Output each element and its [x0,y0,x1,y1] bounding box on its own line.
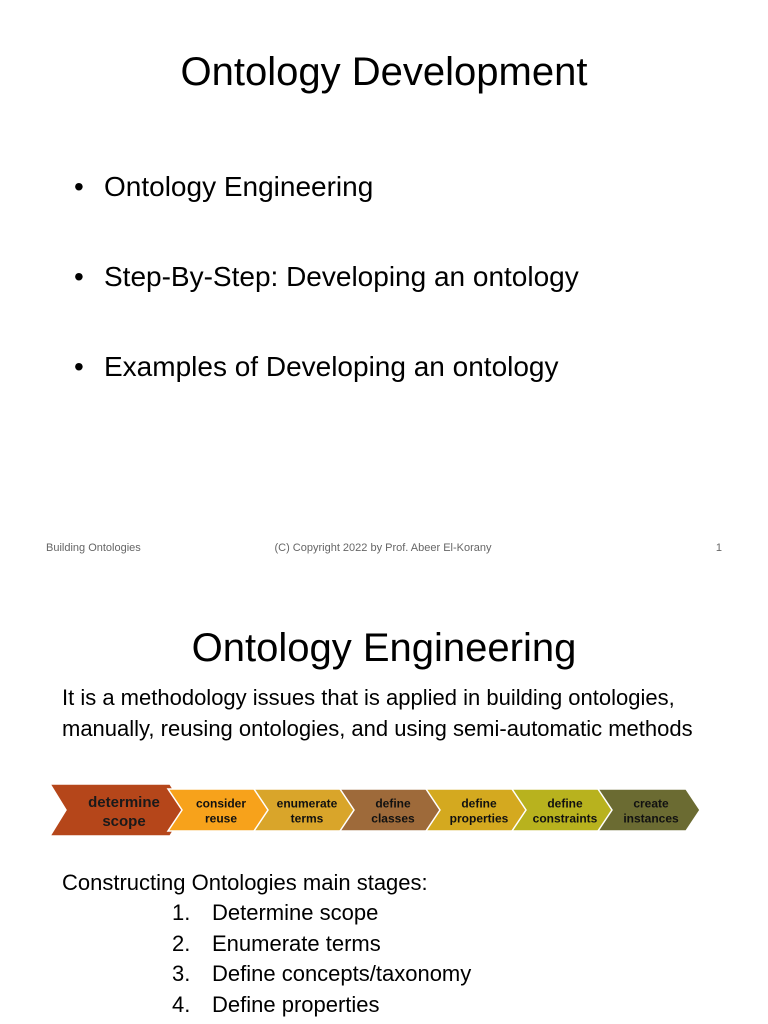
chevron-label: define [547,796,583,811]
bullet-item: • Examples of Developing an ontology [74,348,579,386]
chevron-label: scope [102,812,146,830]
chevron-label: determine [88,794,160,811]
list-item: 1. Determine scope [172,900,379,925]
bullet-item: • Step-By-Step: Developing an ontology [74,258,579,296]
bullet-item: • Ontology Engineering [74,168,579,206]
stages-heading: Constructing Ontologies main stages: [62,870,428,895]
chevron-label: reuse [204,811,238,826]
stages-list [172,898,471,1020]
footer-title: Building Ontologies [46,542,141,554]
bullet-icon: • [74,261,84,292]
bullet-list [74,168,579,438]
chevron-label: instances [623,811,679,826]
footer-page-number: 1 [715,542,722,554]
chevron-label: consider [195,796,247,811]
chevron-label: properties [449,811,509,826]
bullet-icon: • [74,351,84,382]
slide-title: Ontology Development [180,50,588,94]
slide-2 [0,576,768,1024]
chevron-label: define [461,796,497,811]
slide-title: Ontology Engineering [191,626,577,670]
chevron-label: define [375,796,411,811]
process-chevron-diagram [50,784,710,838]
list-item: 3. Define concepts/taxonomy [172,961,472,986]
list-item: 2. Enumerate terms [172,930,381,956]
chevron-label: constraints [532,811,598,826]
footer-copyright: (C) Copyright 2022 by Prof. Abeer El-Korany [274,542,492,554]
list-item: 4. Define properties [172,991,380,1017]
chevron-label: create [633,796,669,811]
chevron-label: terms [290,811,324,826]
intro-text: It is a methodology issues that is applied in building ontologies, manually, reusing ontologies, and using semi-automatic methods [62,685,693,741]
chevron-label: classes [371,811,415,826]
bullet-icon: • [74,171,84,202]
chevron-label: enumerate [276,796,338,811]
